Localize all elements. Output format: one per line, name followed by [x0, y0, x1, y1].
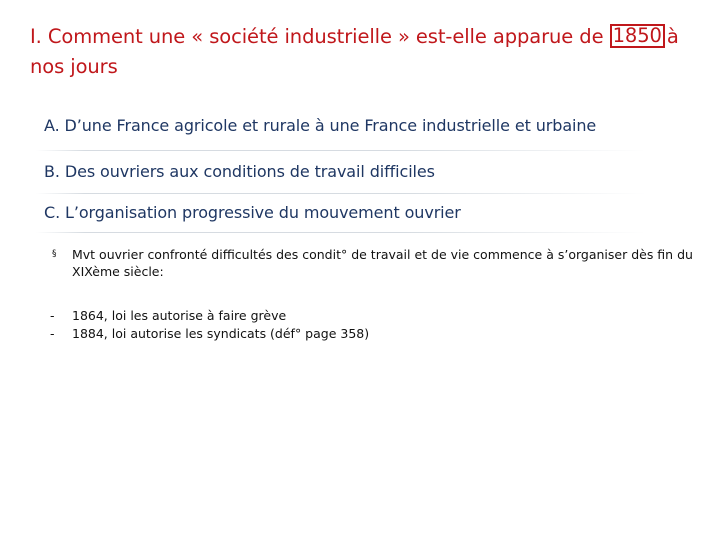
bullet-item: [52, 246, 702, 280]
divider: [36, 193, 646, 194]
dash-list: [50, 307, 369, 343]
bullet-paragraph: [52, 246, 702, 280]
dash-marker: -: [50, 308, 55, 323]
section-c-heading: C. L’organisation progressive du mouvement ouvrier: [44, 203, 461, 222]
divider: [36, 150, 646, 151]
list-item: [50, 307, 369, 325]
title-suffix: à nos jours: [30, 25, 679, 78]
list-item-text: 1884, loi autorise les syndicats (déf° page 358): [72, 326, 370, 341]
section-a-heading: A. D’une France agricole et rurale à une France industrielle et urbaine: [44, 116, 597, 135]
list-item: [50, 325, 369, 343]
divider: [36, 232, 646, 233]
section-bullet-icon: §: [52, 249, 57, 259]
dash-marker: -: [50, 326, 55, 341]
section-b-heading: B. Des ouvriers aux conditions de travail difficiles: [44, 162, 435, 181]
title-prefix: I. Comment une « société industrielle » est-elle apparue de: [30, 25, 610, 48]
list-item-text: 1864, loi les autorise à faire grève: [72, 308, 287, 323]
bullet-text: Mvt ouvrier confronté difficultés des condit° de travail et de vie commence à s’organiser dès fin du XIXème siècle:: [72, 247, 693, 279]
title-year-text: 1850: [612, 24, 662, 47]
title-year: [610, 24, 665, 48]
page-title: [30, 22, 700, 82]
